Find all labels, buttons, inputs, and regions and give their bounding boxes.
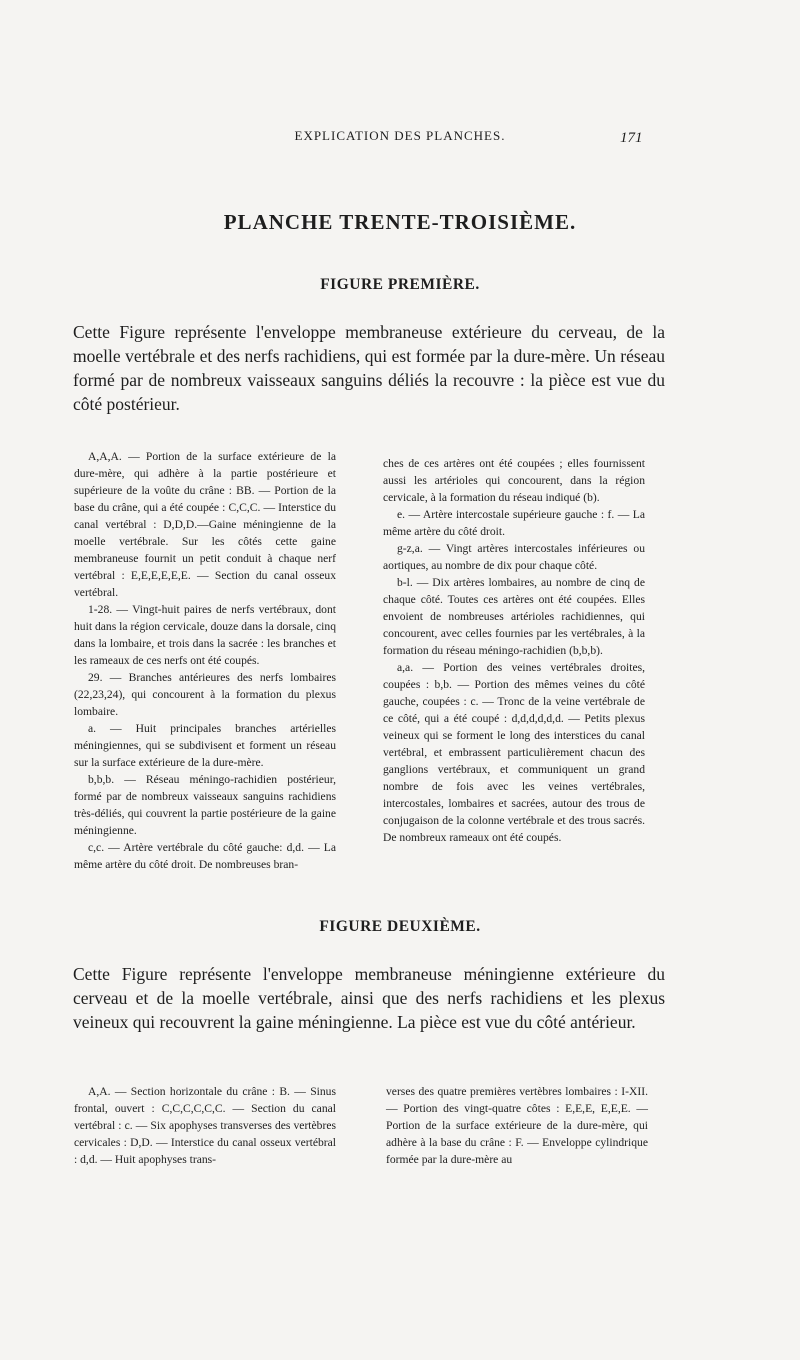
legend-paragraph: 29. — Branches antérieures des nerfs lombaires (22,23,24), qui concourent à la formation du plexus lombaire. [74, 671, 336, 718]
page-number: 171 [620, 130, 643, 146]
legend-paragraph: A,A. — Section horizontale du crâne : B. — Sinus frontal, ouvert : C,C,C,C,C,C. — Section du canal vertébral : c. — Six apophyses transverses des vertèbres cervicales : D,D. — Interstice du canal osseux vertébral : d,d. — Huit apophyses trans- [74, 1085, 336, 1166]
figure2-intro: Cette Figure représente l'enveloppe membraneuse méningienne extérieure du cerveau et de la moelle vertébrale, ainsi que des nerfs rachidiens et les plexus veineux qui recouvrent la gaine méningienne. La pièce est vue du côté antérieur. [73, 964, 665, 1032]
legend-paragraph: c,c. — Artère vertébrale du côté gauche: d,d. — La même artère du côté droit. De nombreuses bran- [74, 841, 336, 871]
figure1-title: FIGURE PREMIÈRE. [320, 276, 480, 293]
figure1-right-column [383, 455, 645, 846]
legend-paragraph: b,b,b. — Réseau méningo-rachidien postérieur, formé par de nombreux vaisseaux sanguins rachidiens très-déliés, qui couvrent la partie postérieure de la gaine méningienne. [74, 773, 336, 837]
figure1-intro: Cette Figure représente l'enveloppe membraneuse extérieure du cerveau, de la moelle vertébrale et des nerfs rachidiens, qui est formée par la dure-mère. Un réseau formé par de nombreux vaisseaux sanguins déliés la recouvre : la pièce est vue du côté postérieur. [73, 322, 665, 414]
legend-paragraph: a,a. — Portion des veines vertébrales droites, coupées : b,b. — Portion des mêmes veines du côté gauche, coupées : c. — Tronc de la veine vertébrale de ce côté, qui a été coupé : d,d,d,d,d,d. — Petits plexus veineux qui se forment le long des interstices du canal vertébral, et embrassent particulièrement chacun des ganglions vertébraux, et communiquent un grand nombre de fois avec les veines vertébrales, intercostales, lombaires et sacrées, autour des trous de conjugaison de la colonne vertébrale et des trous sacrés. De nombreux rameaux ont été coupés. [383, 661, 645, 844]
legend-paragraph: a. — Huit principales branches artérielles méningiennes, qui se subdivisent et forment un réseau sur la surface extérieure de la dure-mère. [74, 722, 336, 769]
figure2-right-column [386, 1083, 648, 1168]
legend-paragraph: A,A,A. — Portion de la surface extérieure de la dure-mère, qui adhère à la partie postérieure et supérieure de la voûte du crâne : BB. — Portion de la base du crâne, qui a été coupée : C,C,C. — Interstice du canal vertébral : D,D,D.—Gaine méningienne de la moelle vertébrale. Sur les côtés cette gaine membraneuse fournit un petit conduit à chaque nerf vertébral : E,E,E,E,E,E. — Section du canal osseux vertébral. [74, 450, 336, 599]
legend-paragraph: e. — Artère intercostale supérieure gauche : f. — La même artère du côté droit. [383, 508, 645, 538]
figure2-left-column [74, 1083, 336, 1168]
legend-paragraph: b-l. — Dix artères lombaires, au nombre de cinq de chaque côté. Toutes ces artères ont été coupées. Elles envoient de nombreuses artérioles rachidiennes, qui concourent, avec celles fournies par les vertébrales, à la formation du réseau méningo-rachidien (b,b,b). [383, 576, 645, 657]
figure2-title: FIGURE DEUXIÈME. [319, 918, 481, 935]
figure1-left-column [74, 448, 336, 873]
legend-paragraph: ches de ces artères ont été coupées ; elles fournissent aussi les artérioles qui concourent, dans la région cervicale, à la formation du réseau indiqué (b). [383, 457, 645, 504]
plate-title: PLANCHE TRENTE-TROISIÈME. [223, 210, 577, 234]
legend-paragraph: verses des quatre premières vertèbres lombaires : I-XII. — Portion des vingt-quatre côtes : E,E,E, E,E,E. — Portion de la surface extérieure de la dure-mère, qui adhère à la base du crâne : F. — Enveloppe cylindrique formée par la dure-mère au [386, 1085, 648, 1166]
running-head: EXPLICATION DES PLANCHES. [294, 128, 506, 143]
legend-paragraph: 1-28. — Vingt-huit paires de nerfs vertébraux, dont huit dans la région cervicale, douze dans la dorsale, cinq dans la lombaire, et trois dans la sacrée : les branches et les rameaux de ces nerfs ont été coupés. [74, 603, 336, 667]
legend-paragraph: g-z,a. — Vingt artères intercostales inférieures ou aortiques, au nombre de dix pour chaque côté. [383, 542, 645, 572]
